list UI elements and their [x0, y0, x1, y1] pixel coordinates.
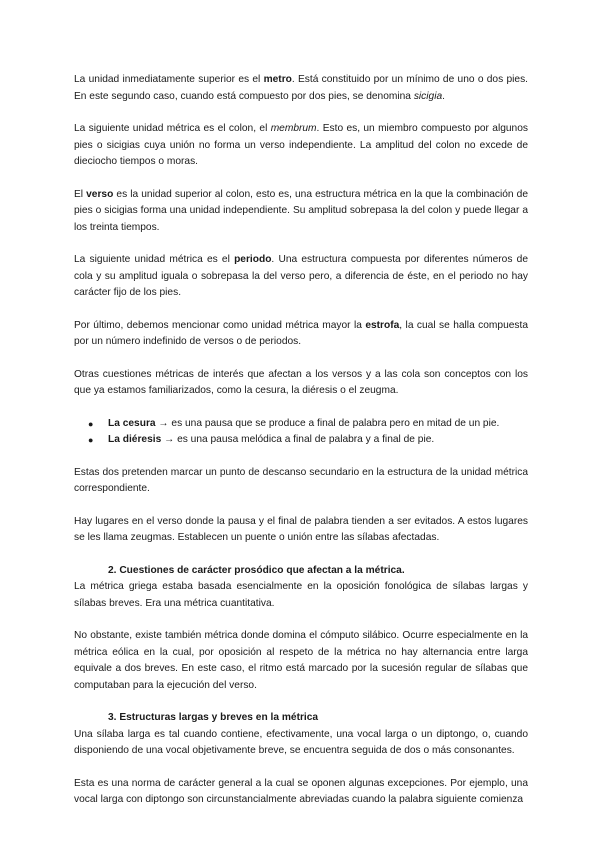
- section-heading-3: 3. Estructuras largas y breves en la métrica: [108, 712, 319, 723]
- paragraph-zeugmas: Hay lugares en el verso donde la pausa y el final de palabra tienden a ser evitados. A estos lugares se les llama zeugmas. Establecen un puente o unión entre las sílabas afectadas.: [74, 515, 528, 543]
- list-item: ● La cesura → es una pausa que se produce a final de palabra pero en mitad de un pie.: [74, 416, 528, 433]
- term-sicigia: sicigia: [413, 90, 443, 102]
- term-dieresis: La diéresis: [108, 434, 162, 445]
- bullet-icon: ●: [88, 435, 94, 445]
- paragraph-estrofa: Por último, debemos mencionar como unidad métrica mayor la estrofa, la cual se halla compuesta por un número indefinido de versos o de periodos.: [74, 319, 528, 347]
- paragraph-computo-silabico: No obstante, existe también métrica donde domina el cómputo silábico. Ocurre especialmente en la métrica eólica en la cual, por oposición al respeto de la métrica no hay alternancia entre larga equivale a dos breves. En este caso, el ritmo está marcado por la sucesión regular de sílabas que computaban para la ejecución del verso.: [74, 630, 528, 691]
- term-cesura: La cesura: [108, 417, 156, 429]
- paragraph-descanso: Estas dos pretenden marcar un punto de descanso secundario en la estructura de la unidad métrica correspondiente.: [74, 466, 528, 494]
- term-membrum: membrum: [270, 123, 317, 134]
- paragraph-otras-cuestiones: Otras cuestiones métricas de interés que afectan a los versos y a las cola son conceptos con los que ya estamos familiarizados, como la cesura, la diéresis o el zeugma.: [74, 368, 528, 396]
- paragraph-metro: La unidad inmediatamente superior es el metro. Está constituido por un mínimo de uno o dos pies. En este segundo caso, cuando está compuesto por dos pies, se denomina sicigia.: [74, 74, 528, 102]
- list-item: ● La diéresis → es una pausa melódica a final de palabra y a final de pie.: [74, 432, 528, 449]
- paragraph-periodo: La siguiente unidad métrica es el periodo. Una estructura compuesta por diferentes números de cola y su amplitud iguala o sobrepasa la del verso pero, a diferencia de éste, en el periodo no hay carácter fijo de los pies.: [74, 254, 528, 298]
- term-periodo: periodo: [234, 254, 272, 265]
- bullet-list: [74, 416, 528, 449]
- paragraph-metrica-griega: La métrica griega estaba basada esencialmente en la oposición fonológica de sílabas largas y sílabas breves. Era una métrica cuantitativa.: [74, 581, 528, 609]
- term-verso: verso: [86, 188, 114, 200]
- document-page: [74, 72, 528, 809]
- paragraph-silaba-larga: Una sílaba larga es tal cuando contiene, efectivamente, una vocal larga o un diptongo, o, cuando disponiendo de una vocal objetivamente breve, se encuentra seguida de dos o más consonantes.: [74, 728, 528, 756]
- paragraph-colon: La siguiente unidad métrica es el colon, el membrum. Esto es, un miembro compuesto por algunos pies o sicigias cuya unión no forma un verso independiente. La amplitud del colon no excede de dieciocho tiempos o moras.: [74, 123, 528, 167]
- paragraph-verso: El verso es la unidad superior al colon, esto es, una estructura métrica en la que la combinación de pies o sicigias forma una unidad independiente. Su amplitud sobrepasa la del colon y puede llegar a los treinta tiempos.: [74, 188, 528, 233]
- bullet-icon: ●: [88, 418, 94, 429]
- section-heading-2: 2. Cuestiones de carácter prosódico que afectan a la métrica.: [108, 564, 405, 576]
- term-estrofa: estrofa: [365, 319, 400, 331]
- term-metro: metro: [263, 74, 292, 85]
- paragraph-excepciones: Esta es una norma de carácter general a la cual se oponen algunas excepciones. Por ejemplo, una vocal larga con diptongo son circunstancialmente abreviadas cuando la palabra siguiente comienza: [74, 777, 528, 805]
